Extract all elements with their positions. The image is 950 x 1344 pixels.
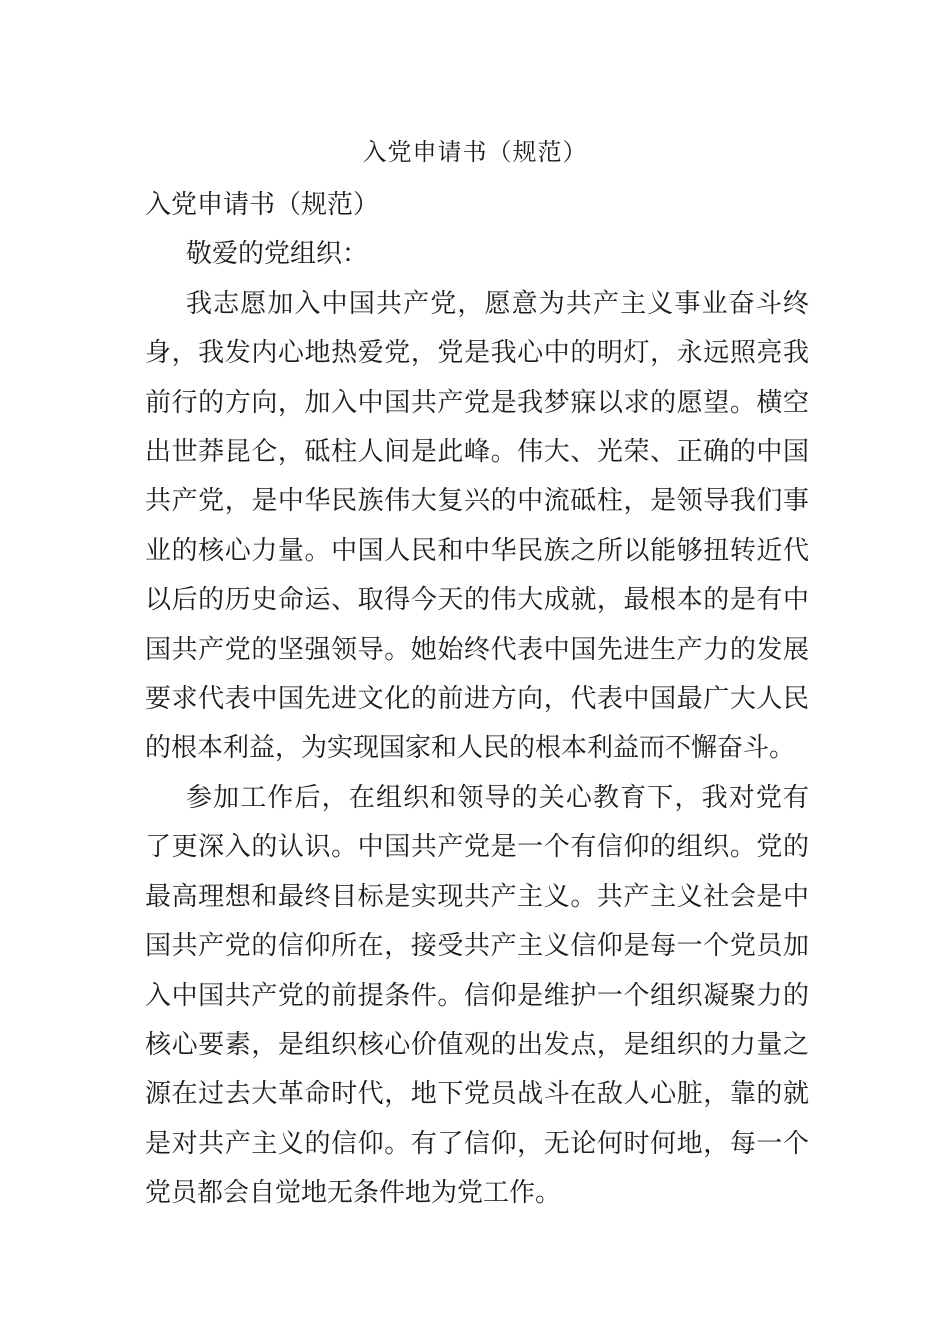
document-title: 入党申请书（规范） [362, 138, 588, 166]
document-body [145, 181, 809, 1219]
paragraph-2: 参加工作后，在组织和领导的关心教育下，我对党有了更深入的认识。中国共产党是一个有信仰的组织。党的最高理想和最终目标是实现共产主义。共产主义社会是中国共产党的信仰所在，接受共产主义信仰是每一个党员加入中国共产党的前提条件。信仰是维护一个组织凝聚力的核心要素，是组织核心价值观的出发点，是组织的力量之源在过去大革命时代，地下党员战斗在敌人心脏，靠的就是对共产主义的信仰。有了信仰，无论何时何地，每一个党员都会自觉地无条件地为党工作。 [145, 782, 809, 1209]
salutation: 敬爱的党组织： [186, 239, 369, 270]
document-subtitle: 入党申请书（规范） [145, 190, 380, 220]
paragraph-1: 我志愿加入中国共产党，愿意为共产主义事业奋斗终身，我发内心地热爱党，党是我心中的明灯，永远照亮我前行的方向，加入中国共产党是我梦寐以求的愿望。横空出世莽昆仑，砥柱人间是此峰。伟大、光荣、正确的中国共产党，是中华民族伟大复兴的中流砥柱，是领导我们事业的核心力量。中国人民和中华民族之所以能够扭转近代以后的历史命运、取得今天的伟大成就，最根本的是有中国共产党的坚强领导。她始终代表中国先进生产力的发展要求代表中国先进文化的前进方向，代表中国最广大人民的根本利益，为实现国家和人民的根本利益而不懈奋斗。 [145, 288, 809, 764]
